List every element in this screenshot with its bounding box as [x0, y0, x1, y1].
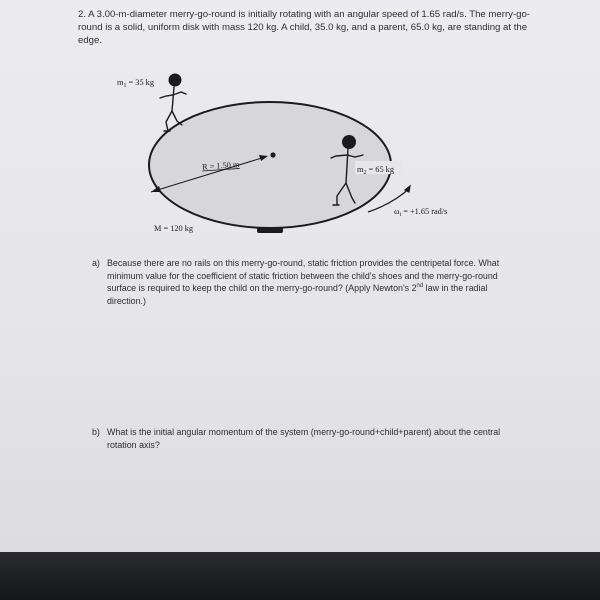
center-point	[270, 152, 275, 157]
question-b-label: b)	[92, 427, 100, 437]
question-b	[92, 426, 512, 451]
question-a-label: a)	[92, 258, 100, 268]
question-b-text: What is the initial angular momentum of the system (merry-go-round+child+parent) about the central rotation axis?	[107, 427, 501, 450]
axle-base	[257, 227, 283, 233]
question-a-text: Because there are no rails on this merry-go-round, static friction provides the centripetal force. What minimum value for the coefficient of static friction between the child's shoes and the merry-go-round surface is required to keep the child on the merry-go-round? (Apply Newton's 2nd law in the radial direction.)	[107, 258, 500, 306]
question-a	[92, 257, 512, 307]
radius-label: R = 1.50 m	[201, 160, 240, 172]
merry-go-round-disk	[149, 102, 391, 228]
problem-statement: 2. A 3.00-m-diameter merry-go-round is initially rotating with an angular speed of 1.65 rad/s. The merry-go-round is a solid, uniform disk with mass 120 kg. A child, 35.0 kg, and a parent, 65.0 kg, are standing at the edge.	[78, 9, 531, 46]
m2-label: $m_2 = 65$ kg	[357, 165, 394, 176]
disk-mass-label: M = 120 kg	[154, 224, 194, 233]
omega-label: $\omega_i = +1.65$ rad/s	[394, 207, 448, 218]
m1-label: $m_1 = 35$ kg	[117, 78, 154, 89]
